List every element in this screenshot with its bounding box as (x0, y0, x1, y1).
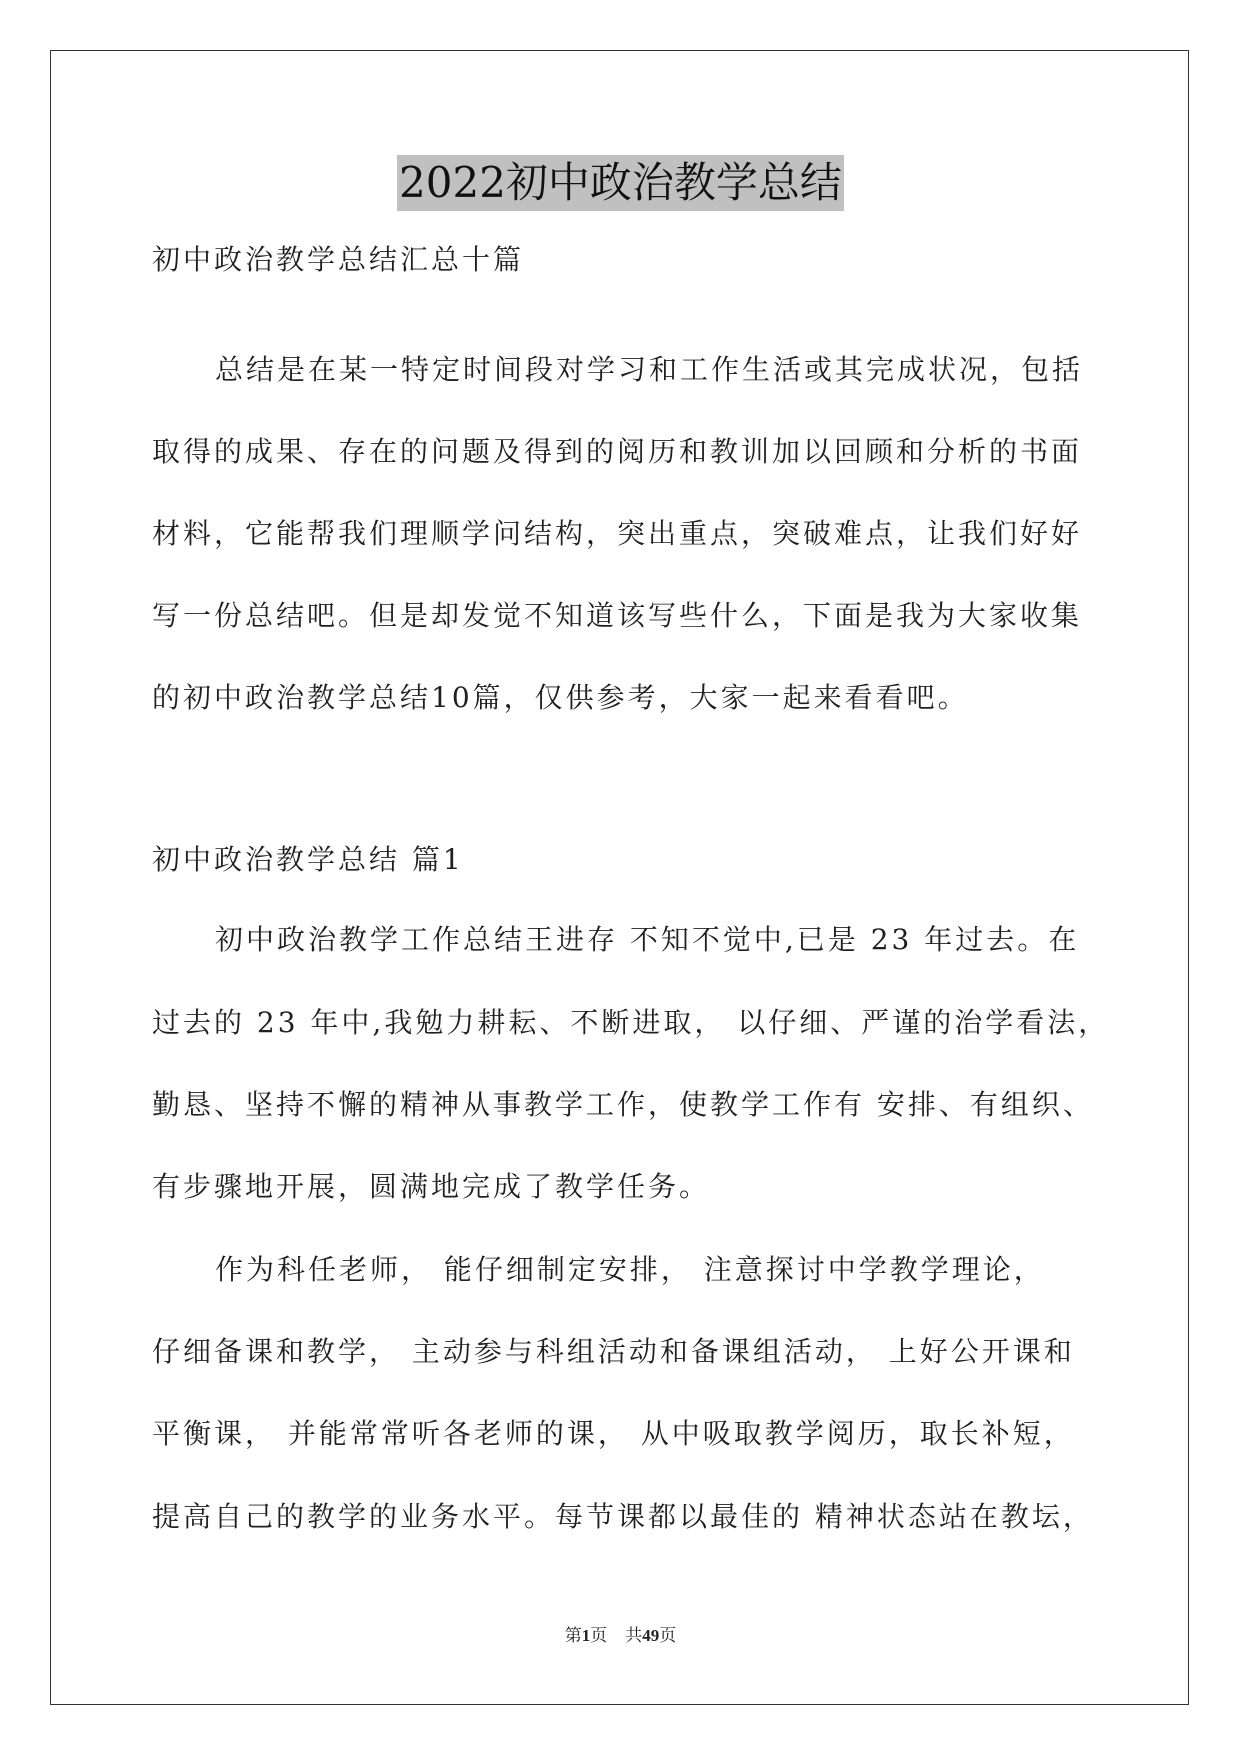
paragraph-line: 写一份总结吧。但是却发觉不知道该写些什么，下面是我为大家收集 (152, 599, 1083, 632)
total-prefix: 共 (625, 1626, 643, 1645)
page-number: 1 (581, 1626, 591, 1645)
paragraph-line: 平衡课， 并能常常听各老师的课， 从中吸取教学阅历，取长补短， (152, 1417, 1075, 1450)
document-title (0, 155, 1241, 211)
paragraph-line: 的初中政治教学总结10篇，仅供参考，大家一起来看看吧。 (152, 681, 969, 714)
paragraph-line: 过去的 23 年中,我勉力耕耘、不断进取， 以仔细、严谨的治学看法， (152, 1006, 1110, 1039)
paragraph-line: 初中政治教学工作总结王进存 不知不觉中,已是 23 年过去。在 (215, 923, 1080, 956)
paragraph-line: 提高自己的教学的业务水平。每节课都以最佳的 精神状态站在教坛， (152, 1500, 1094, 1533)
total-suffix: 页 (659, 1626, 677, 1645)
paragraph-line: 作为科任老师， 能仔细制定安排， 注意探讨中学教学理论， (215, 1253, 1045, 1286)
paragraph-line: 仔细备课和教学， 主动参与科组活动和备课组活动， 上好公开课和 (152, 1335, 1075, 1368)
paragraph-line: 勤恳、坚持不懈的精神从事教学工作，使教学工作有 安排、有组织、 (152, 1088, 1094, 1121)
section-heading: 初中政治教学总结 篇1 (152, 843, 464, 876)
paragraph-line: 有步骤地开展，圆满地完成了教学任务。 (152, 1170, 711, 1203)
paragraph-line: 取得的成果、存在的问题及得到的阅历和教训加以回顾和分析的书面 (152, 435, 1083, 468)
paragraph-line: 总结是在某一特定时间段对学习和工作生活或其完成状况，包括 (215, 353, 1084, 386)
page-suffix: 页 (590, 1626, 608, 1645)
page-footer (0, 1625, 1241, 1647)
paragraph-line: 材料，它能帮我们理顺学问结构，突出重点，突破难点，让我们好好 (152, 517, 1083, 550)
section-heading: 初中政治教学总结汇总十篇 (152, 243, 525, 276)
page-prefix: 第 (564, 1626, 582, 1645)
document-title-text: 2022初中政治教学总结 (397, 155, 844, 211)
total-pages: 49 (642, 1626, 660, 1645)
